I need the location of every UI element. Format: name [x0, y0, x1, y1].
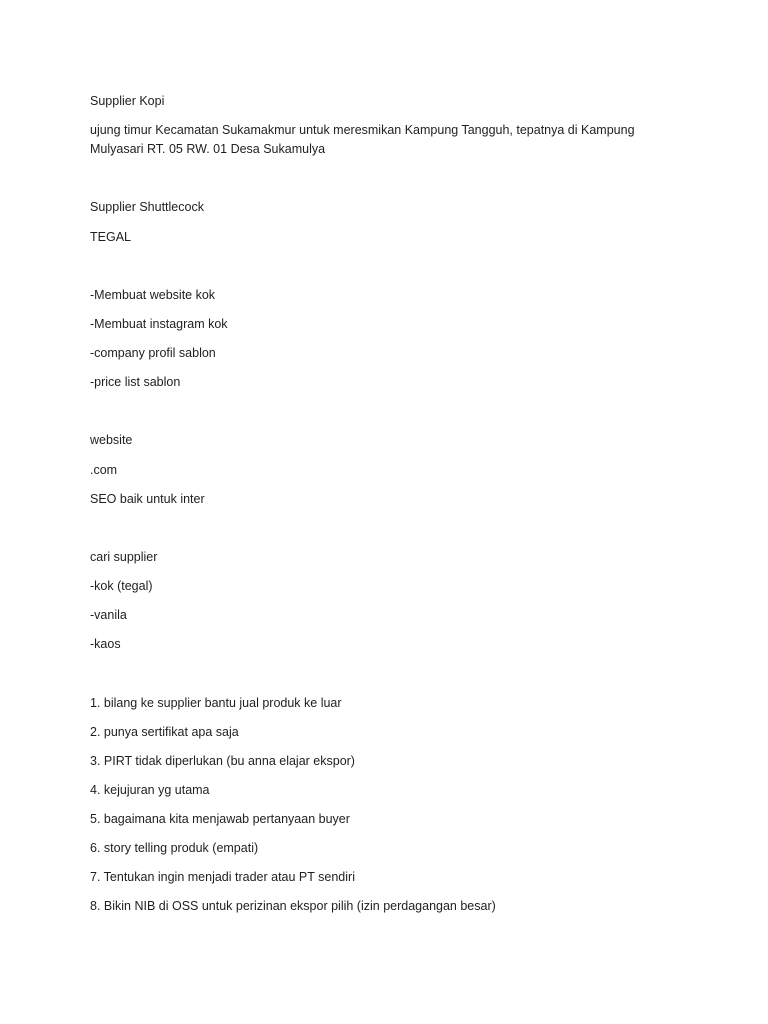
numbered-item: 1. bilang ke supplier bantu jual produk ke luar — [90, 696, 342, 710]
list-item: -Membuat website kok — [90, 288, 216, 302]
address-line-2: Mulyasari RT. 05 RW. 01 Desa Sukamulya — [90, 142, 326, 156]
numbered-item: 4. kejujuran yg utama — [90, 783, 210, 797]
numbered-item: 7. Tentukan ingin menjadi trader atau PT sendiri — [90, 870, 355, 884]
list-item: -vanila — [90, 608, 127, 622]
heading-supplier-shuttlecock: Supplier Shuttlecock — [90, 200, 204, 214]
numbered-item: 2. punya sertifikat apa saja — [90, 725, 239, 739]
list-item: -Membuat instagram kok — [90, 317, 228, 331]
location-text: TEGAL — [90, 230, 131, 244]
seo-text: SEO baik untuk inter — [90, 492, 205, 506]
numbered-item: 8. Bikin NIB di OSS untuk perizinan ekspor pilih (izin perdagangan besar) — [90, 899, 496, 913]
numbered-item: 3. PIRT tidak diperlukan (bu anna elajar ekspor) — [90, 754, 355, 768]
list-item: -price list sablon — [90, 375, 181, 389]
list-item: -company profil sablon — [90, 346, 216, 360]
domain-text: .com — [90, 463, 118, 477]
heading-supplier-kopi: Supplier Kopi — [90, 94, 165, 108]
numbered-item: 6. story telling produk (empati) — [90, 841, 259, 855]
website-heading: website — [90, 433, 133, 447]
cari-supplier-heading: cari supplier — [90, 550, 158, 564]
numbered-item: 5. bagaimana kita menjawab pertanyaan buyer — [90, 812, 350, 826]
list-item: -kok (tegal) — [90, 579, 153, 593]
list-item: -kaos — [90, 637, 121, 651]
address-line-1: ujung timur Kecamatan Sukamakmur untuk meresmikan Kampung Tangguh, tepatnya di Kampung — [90, 123, 635, 137]
